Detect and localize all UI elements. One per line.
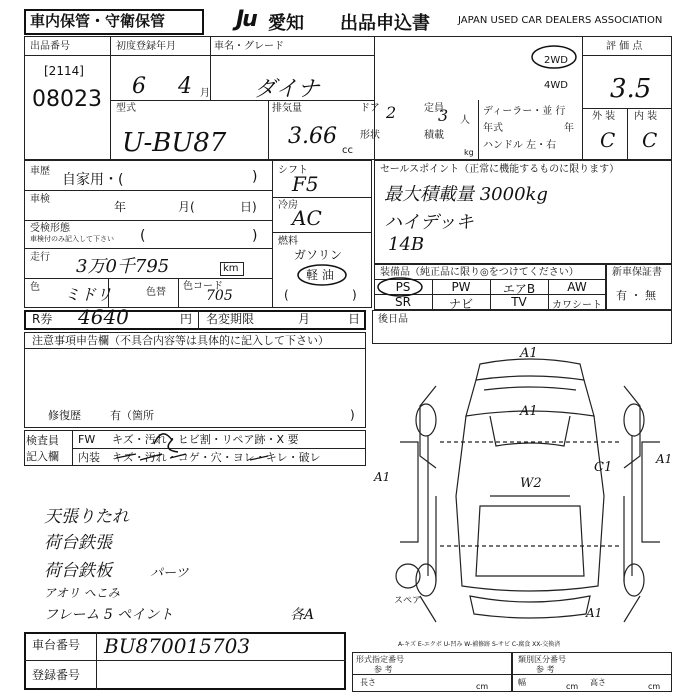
spare-label: スペア — [394, 596, 422, 606]
recycle-value: 4640 — [78, 305, 129, 329]
drive-2wd: 2WD — [544, 55, 568, 66]
class-ref: 参 考 — [536, 665, 555, 674]
type-label: 型式 — [116, 103, 136, 114]
score-value: 3.5 — [610, 74, 652, 104]
history-label: 車歴 — [30, 166, 50, 177]
inspection-year: 年 — [114, 200, 127, 214]
divider — [110, 55, 374, 56]
spec-label: 形式指定番号 — [356, 655, 404, 664]
divider — [110, 100, 374, 101]
divider — [24, 278, 272, 279]
divider — [24, 660, 346, 661]
mark-a1-hood: A1 — [520, 404, 538, 419]
model-year-label: 年式 — [483, 123, 503, 134]
divider — [198, 310, 199, 330]
mark-a1-left: A1 — [374, 470, 391, 484]
month-unit: 月 — [200, 88, 210, 99]
equip-ps: PS — [395, 280, 411, 294]
hw-note-3: アオリ へこみ — [44, 586, 120, 600]
divider — [178, 278, 179, 308]
door-value: 2 — [386, 103, 397, 122]
equip-ps-circle — [376, 277, 430, 297]
kg-unit: kg — [464, 148, 474, 157]
height-unit: cm — [648, 682, 661, 691]
fw-items: キズ・汚れ・ヒビ割・リペア跡・X 要 — [112, 433, 299, 446]
hw-note-side-1: 荷台鉄板 — [44, 561, 112, 581]
lot-bracket: [2114] — [44, 64, 84, 78]
equip-pw: PW — [451, 280, 471, 294]
selling-line1: 最大積載量 3000kg — [384, 184, 548, 205]
regno-label: 登録番号 — [32, 668, 81, 682]
mark-w2: W2 — [520, 476, 542, 491]
history-value: 自家用・( — [62, 172, 124, 188]
repair-label: 修復歴 — [48, 409, 81, 422]
selling-line2: ハイデッキ — [384, 212, 474, 233]
association-name: JAPAN USED CAR DEALERS ASSOCIATION — [458, 15, 663, 26]
chassis-value: BU870015703 — [104, 634, 251, 658]
exterior-label: 外 装 — [592, 111, 616, 122]
door-label: ドア — [360, 103, 380, 114]
exterior-value: C — [600, 128, 616, 152]
type-value: U-BU87 — [122, 128, 227, 158]
interior-value: C — [642, 128, 658, 152]
divider — [24, 248, 272, 249]
drive-4wd: 4WD — [544, 80, 568, 91]
color-label: 色 — [30, 282, 40, 293]
hw-note-4: フレーム 5 ペイント — [44, 607, 174, 623]
equip-navi: ナビ — [448, 297, 473, 311]
recycle-label: R券 — [32, 312, 53, 326]
color-value: ミドリ — [64, 285, 113, 304]
warranty-label: 新車保証書 — [612, 267, 662, 278]
hw-note-1: 天張りたれ — [44, 507, 129, 527]
color-code-value: 705 — [206, 288, 233, 304]
equip-label: 装備品（純正品に限り◎をつけてください） — [380, 267, 579, 278]
notes-label: 注意事項申告欄（不具合内容等は具体的に記入して下さい） — [32, 334, 329, 347]
chassis-label: 車台番号 — [32, 638, 81, 652]
hw-note-side-3: 各A — [290, 607, 315, 623]
name-change-month: 月 — [298, 312, 311, 326]
width-unit: cm — [566, 682, 579, 691]
fw-label: FW — [78, 433, 96, 446]
mark-c1-right: C1 — [594, 460, 613, 475]
lot-number: 08023 — [32, 87, 102, 112]
inspection-label: 車検 — [30, 194, 50, 205]
divider — [272, 197, 372, 198]
divider — [582, 55, 672, 56]
capacity-label: 定員 — [424, 103, 444, 114]
capacity-unit: 人 — [460, 115, 470, 126]
mark-a1-right: A1 — [656, 452, 673, 466]
fuel-paren-open: ( — [284, 288, 289, 302]
interior-items: キズ・汚れ・コゲ・穴・ヨレ・キレ・破レ — [112, 451, 321, 464]
rear-frame — [372, 310, 672, 344]
model-value: ダイナ — [254, 77, 320, 102]
hw-note-2: 荷台鉄張 — [44, 533, 112, 553]
mark-a1-top: A1 — [520, 346, 538, 361]
drive-2wd-circle — [530, 44, 578, 70]
accept-paren-open: ( — [140, 228, 146, 244]
equip-sr: SR — [395, 295, 411, 309]
car-diagram — [380, 346, 680, 646]
history-paren: ) — [252, 169, 258, 185]
damage-legend: A-キズ E-エクボ U-凹み W-補修跡 S-サビ C-腐食 XX-交換済 — [398, 641, 561, 648]
divider — [210, 36, 211, 100]
model-label: 車名・グレード — [214, 41, 284, 52]
divider — [24, 55, 110, 56]
shift-value: F5 — [292, 172, 319, 196]
rear-label: 後日品 — [378, 314, 408, 325]
equip-leather: カワシート — [552, 300, 602, 311]
accept-label: 受検形態 — [30, 223, 70, 234]
capacity-value: 3 — [438, 106, 449, 125]
brand-name: 愛知 — [268, 13, 304, 34]
color-code-label: 色コード — [183, 281, 223, 292]
divider — [268, 100, 269, 160]
equip-aw: AW — [567, 280, 587, 294]
ju-logo: Ju — [236, 7, 256, 32]
divider — [24, 348, 366, 349]
warranty-value: 有 ・ 無 — [616, 289, 656, 302]
ac-value: AC — [292, 206, 322, 230]
divider — [108, 278, 109, 308]
height-label: 高さ — [590, 678, 606, 687]
fuel-paren-close: ) — [352, 288, 357, 302]
selling-line3: 14B — [388, 234, 425, 255]
mileage-label: 走行 — [30, 252, 50, 263]
shift-label: シフト — [278, 165, 308, 176]
form-title: 出品申込書 — [340, 13, 430, 34]
length-label: 長さ — [360, 678, 376, 687]
divider — [272, 160, 273, 308]
km-unit: km — [223, 263, 239, 274]
mileage-value: 3万0千795 — [76, 256, 170, 277]
divider — [96, 632, 97, 690]
fuel-diesel-circle — [296, 264, 348, 286]
displacement-label: 排気量 — [272, 103, 302, 114]
lot-label: 出品番号 — [30, 41, 70, 52]
name-change-label: 名変期限 — [206, 312, 255, 326]
name-change-day: 日 — [348, 312, 361, 326]
yen-unit: 円 — [180, 312, 193, 326]
load-label: 積載 — [424, 130, 444, 141]
accept-paren-close: ) — [252, 228, 258, 244]
inspection-day: 日) — [240, 200, 257, 214]
score-label: 評 価 点 — [606, 41, 643, 52]
fuel-gasoline: ガソリン — [294, 248, 343, 262]
inspector-label2: 記入欄 — [26, 450, 59, 463]
interior-label: 内 装 — [634, 111, 658, 122]
class-label: 類別区分番号 — [518, 655, 566, 664]
divider — [24, 220, 272, 221]
fuel-diesel: 軽 油 — [306, 268, 334, 282]
spec-ref: 参 考 — [374, 665, 393, 674]
year-unit: 年 — [564, 123, 574, 134]
divider — [478, 100, 479, 160]
divider — [627, 108, 628, 160]
mark-a1-rear: A1 — [586, 606, 603, 620]
storage-label: 車内保管・守衛保管 — [30, 12, 166, 30]
fuel-label: 燃料 — [278, 236, 298, 247]
cc-unit: cc — [342, 145, 353, 156]
length-unit: cm — [476, 682, 489, 691]
shape-label: 形状 — [360, 130, 380, 141]
displacement-value: 3.66 — [288, 124, 337, 149]
inspection-month: 月( — [178, 200, 195, 214]
ac-label: 冷房 — [278, 200, 298, 211]
selling-label: セールスポイント（正常に機能するものに限ります） — [380, 164, 620, 175]
inspector-marks — [110, 428, 310, 468]
divider — [24, 190, 272, 191]
equip-airbag: エアB — [502, 282, 536, 296]
divider — [272, 232, 372, 233]
first-reg-year: 6 — [132, 74, 146, 99]
repair-value: 有（箇所 — [110, 409, 154, 422]
dealer-label: ディーラー・並 行 — [483, 106, 566, 117]
recycle-frame — [24, 310, 366, 330]
handle-label: ハンドル 左・右 — [483, 140, 557, 151]
repair-paren: ) — [350, 408, 355, 422]
color-change-label: 色替 — [146, 287, 166, 298]
interior-row-label: 内装 — [78, 451, 100, 464]
width-label: 幅 — [518, 678, 526, 687]
divider — [374, 36, 375, 160]
hw-note-side-2: パーツ — [150, 566, 189, 581]
inspector-label1: 検査員 — [26, 434, 59, 447]
equip-tv: TV — [511, 295, 527, 309]
first-reg-label: 初度登録年月 — [116, 41, 176, 52]
first-reg-month: 4 — [178, 74, 192, 99]
accept-note: 車検付のみ記入して下さい — [30, 235, 114, 243]
